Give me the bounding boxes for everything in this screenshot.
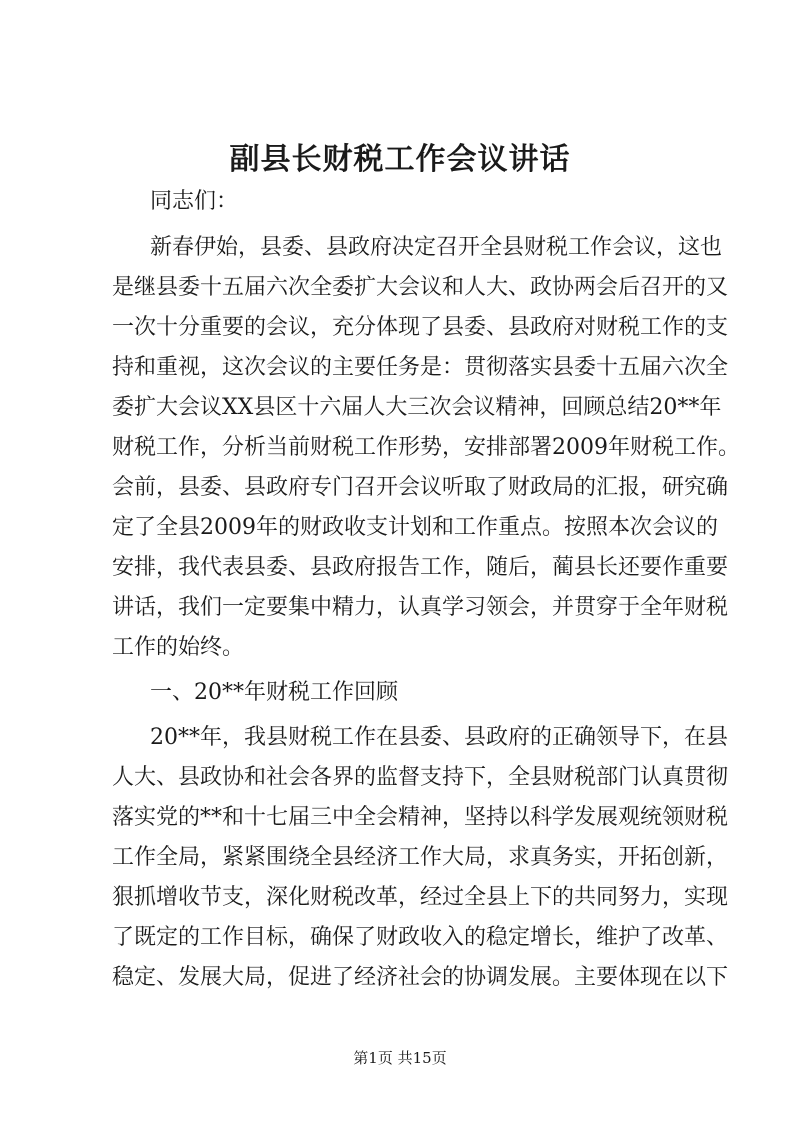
salutation: 同志们： [150, 189, 239, 214]
paragraph-line: 财税工作，分析当前财税工作形势，安排部署2009年财税工作。 [112, 435, 740, 460]
paragraph-line: 是继县委十五届六次全委扩大会议和人大、政协两会后召开的又 [112, 275, 729, 300]
paragraph-line: 会前，县委、县政府专门召开会议听取了财政局的汇报，研究确 [112, 475, 729, 500]
paragraph-line: 新春伊始，县委、县政府决定召开全县财税工作会议，这也 [150, 235, 723, 260]
paragraph-line: 持和重视，这次会议的主要任务是：贯彻落实县委十五届六次全 [112, 355, 729, 380]
paragraph-line: 了既定的工作目标，确保了财政收入的稳定增长，维护了改革、 [112, 925, 729, 950]
section-heading: 一、20**年财税工作回顾 [150, 680, 398, 705]
paragraph-line: 工作的始终。 [112, 635, 245, 660]
page-footer: 第1页 共15页 [353, 1049, 447, 1067]
paragraph-line: 安排，我代表县委、县政府报告工作，随后，蔺县长还要作重要 [112, 555, 729, 580]
paragraph-line: 人大、县政协和社会各界的监督支持下，全县财税部门认真贯彻 [112, 765, 729, 790]
paragraph-line: 狠抓增收节支，深化财税改革，经过全县上下的共同努力，实现 [112, 885, 729, 910]
paragraph-line: 工作全局，紧紧围绕全县经济工作大局，求真务实，开拓创新， [112, 845, 729, 870]
page-title: 副县长财税工作会议讲话 [229, 142, 571, 177]
paragraph-line: 一次十分重要的会议，充分体现了县委、县政府对财税工作的支 [112, 315, 729, 340]
paragraph-line: 讲话，我们一定要集中精力，认真学习领会，并贯穿于全年财税 [112, 595, 729, 620]
paragraph-line: 落实党的**和十七届三中全会精神，坚持以科学发展观统领财税 [112, 805, 729, 830]
paragraph-line: 定了全县2009年的财政收支计划和工作重点。按照本次会议的 [112, 515, 718, 540]
paragraph-line: 稳定、发展大局，促进了经济社会的协调发展。主要体现在以下 [112, 965, 729, 990]
paragraph-line: 20**年，我县财税工作在县委、县政府的正确领导下，在县 [150, 725, 728, 750]
paragraph-line: 委扩大会议XX县区十六届人大三次会议精神，回顾总结20**年 [112, 395, 722, 420]
